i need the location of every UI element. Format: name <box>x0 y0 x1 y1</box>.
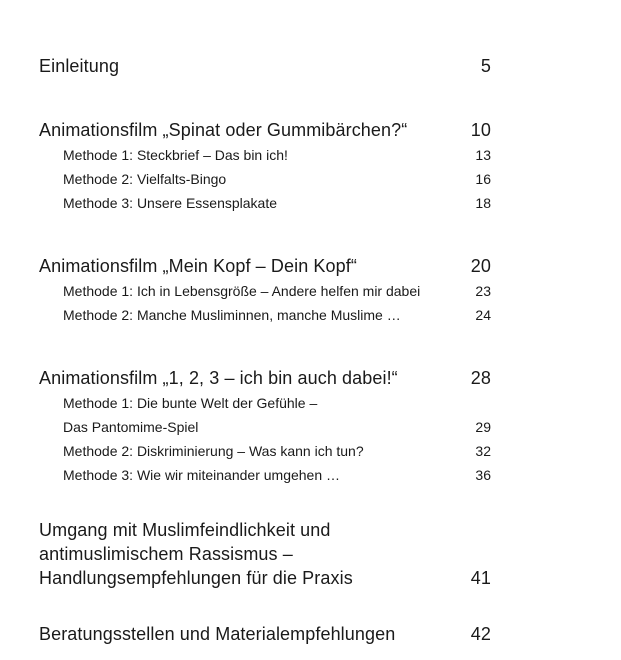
toc-entry-page: 42 <box>470 624 491 644</box>
toc-entry-title: Beratungsstellen und Materialempfehlungen <box>39 624 396 644</box>
toc-entry-title: Methode 2: Manche Musliminnen, manche Muslime … <box>63 307 401 323</box>
toc-entry-page: 41 <box>470 568 491 588</box>
toc-entry-title: Methode 1: Ich in Lebensgröße – Andere helfen mir dabei <box>63 283 421 299</box>
toc-entry-title: Methode 2: Diskriminierung – Was kann ich tun? <box>63 443 364 459</box>
toc-entry-page: 36 <box>475 467 491 483</box>
toc-entry-title: Methode 3: Wie wir miteinander umgehen … <box>63 467 341 483</box>
toc-entry-title: Animationsfilm „Mein Kopf – Dein Kopf“ <box>39 256 357 276</box>
toc-entry-page: 23 <box>475 283 491 299</box>
toc-entry-title: Animationsfilm „Spinat oder Gummibärchen?“ <box>39 120 408 140</box>
toc-entry-title: Umgang mit Muslimfeindlichkeit und <box>39 520 331 540</box>
toc-entry-page: 29 <box>475 419 491 435</box>
toc-entry-page: 18 <box>475 195 491 211</box>
toc-entry-title: antimuslimischem Rassismus – <box>39 544 293 564</box>
toc-entry-title: Methode 1: Steckbrief – Das bin ich! <box>63 147 288 163</box>
toc-entry-page: 24 <box>475 307 491 323</box>
toc-entry-title: Methode 3: Unsere Essensplakate <box>63 195 278 211</box>
toc-entry-title: Animationsfilm „1, 2, 3 – ich bin auch dabei!“ <box>39 368 398 388</box>
toc-entry-page: 20 <box>470 256 491 276</box>
toc-entry-page: 16 <box>475 171 491 187</box>
toc-entry-page: 10 <box>470 120 491 140</box>
toc-entry-page: 5 <box>480 56 491 76</box>
toc-entry-title: Das Pantomime-Spiel <box>63 419 199 435</box>
toc-entry-page: 28 <box>470 368 491 388</box>
toc-entry-page: 32 <box>475 443 491 459</box>
toc-entry-page: 13 <box>475 147 491 163</box>
toc-entry-title: Handlungsempfehlungen für die Praxis <box>39 568 353 588</box>
toc-entry-title: Einleitung <box>39 56 120 76</box>
toc-entry-title: Methode 2: Vielfalts-Bingo <box>63 171 227 187</box>
toc-entry-title: Methode 1: Die bunte Welt der Gefühle – <box>63 395 318 411</box>
